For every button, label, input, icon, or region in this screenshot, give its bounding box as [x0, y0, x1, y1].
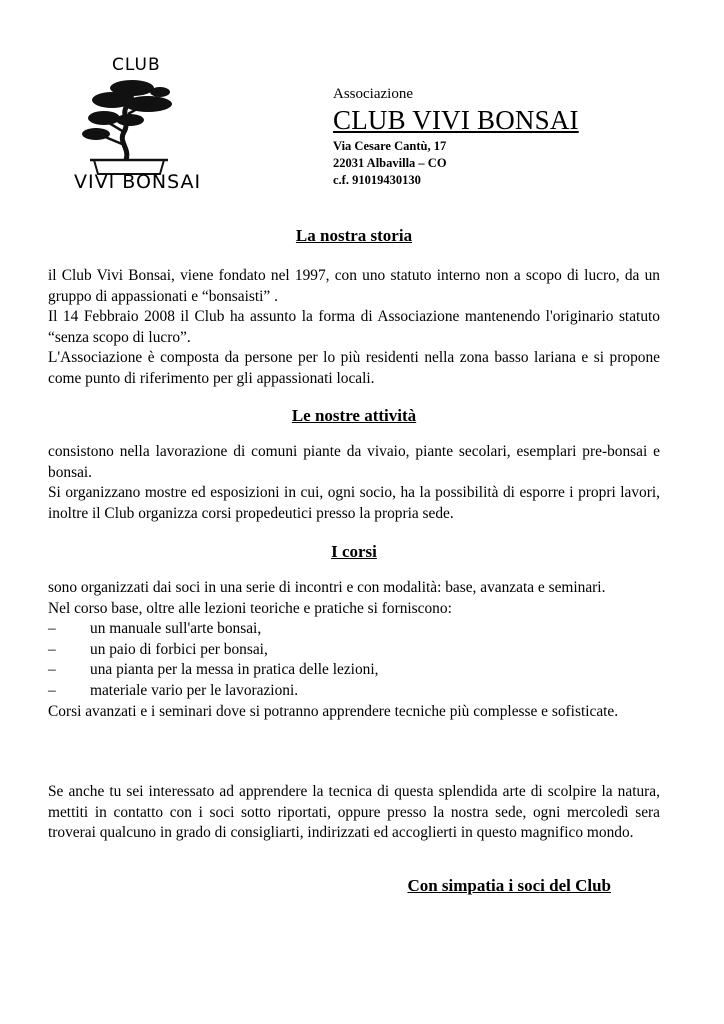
invitation-paragraph: Se anche tu sei interessato ad apprendere la tecnica di questa splendida arte di scolpire la natura, mettiti in contatto con i soci sotto riportati, oppure presso la nostra sede, ogni mercoledì sera troverai qualcuno in grado di consigliarti, indirizzati ed accoglierti in questo magnifico mondo.: [48, 783, 660, 842]
list-item: [48, 660, 660, 681]
history-paragraph: L'Associazione è composta da persone per lo più residenti nella zona basso lariana e si propone come punto di riferimento per gli appassionati locali.: [48, 349, 660, 387]
history-paragraph: Il 14 Febbraio 2008 il Club ha assunto la forma di Associazione mantenendo l'originario statuto “senza scopo di lucro”.: [48, 308, 660, 346]
bonsai-tree-icon: [60, 48, 210, 196]
club-logo: [60, 48, 210, 196]
dash-bullet: –: [48, 640, 56, 658]
history-paragraph: il Club Vivi Bonsai, viene fondato nel 1997, con uno statuto interno non a scopo di lucro, da un gruppo di appassionati e “bonsaisti” .: [48, 267, 660, 305]
dash-bullet: –: [48, 661, 56, 679]
courses-list-intro: Nel corso base, oltre alle lezioni teoriche e pratiche si forniscono:: [48, 599, 452, 617]
invitation-body: [48, 782, 660, 844]
tax-code: c.f. 91019430130: [333, 173, 421, 187]
logo-top-text: CLUB: [112, 55, 161, 75]
letterhead: [333, 86, 579, 189]
association-label: Associazione: [333, 86, 413, 102]
list-item: [48, 619, 660, 640]
list-item-text: un paio di forbici per bonsai,: [90, 640, 268, 658]
list-item-text: un manuale sull'arte bonsai,: [90, 620, 262, 638]
dash-bullet: –: [48, 681, 56, 699]
list-item-text: materiale vario per le lavorazioni.: [90, 681, 299, 699]
activities-title: Le nostre attività: [291, 406, 417, 425]
activities-body: [48, 442, 660, 524]
address-street: Via Cesare Cantù, 17: [333, 139, 447, 153]
list-item: [48, 681, 660, 702]
logo-bottom-text: VIVI BONSAI: [74, 171, 202, 193]
courses-body: [48, 578, 660, 722]
history-body: [48, 266, 660, 390]
dash-bullet: –: [48, 620, 56, 638]
courses-title: I corsi: [331, 542, 377, 561]
list-item: [48, 640, 660, 661]
list-item-text: una pianta per la messa in pratica delle lezioni,: [90, 661, 379, 679]
activities-paragraph: consistono nella lavorazione di comuni piante da vivaio, piante secolari, esemplari pre-bonsai e bonsai.: [48, 443, 660, 481]
club-name: CLUB VIVI BONSAI: [333, 105, 579, 135]
signature: Con simpatia i soci del Club: [407, 876, 611, 895]
courses-list: [48, 619, 660, 701]
courses-intro: sono organizzati dai soci in una serie di incontri e con modalità: base, avanzata e seminari.: [48, 579, 606, 596]
address-city: 22031 Albavilla – CO: [333, 156, 447, 170]
history-title: La nostra storia: [295, 226, 413, 245]
courses-outro: Corsi avanzati e i seminari dove si potranno apprendere tecniche più complesse e sofisticate.: [48, 702, 619, 720]
activities-paragraph: Si organizzano mostre ed esposizioni in cui, ogni socio, ha la possibilità di esporre i propri lavori, inoltre il Club organizza corsi propedeutici presso la propria sede.: [48, 484, 660, 522]
